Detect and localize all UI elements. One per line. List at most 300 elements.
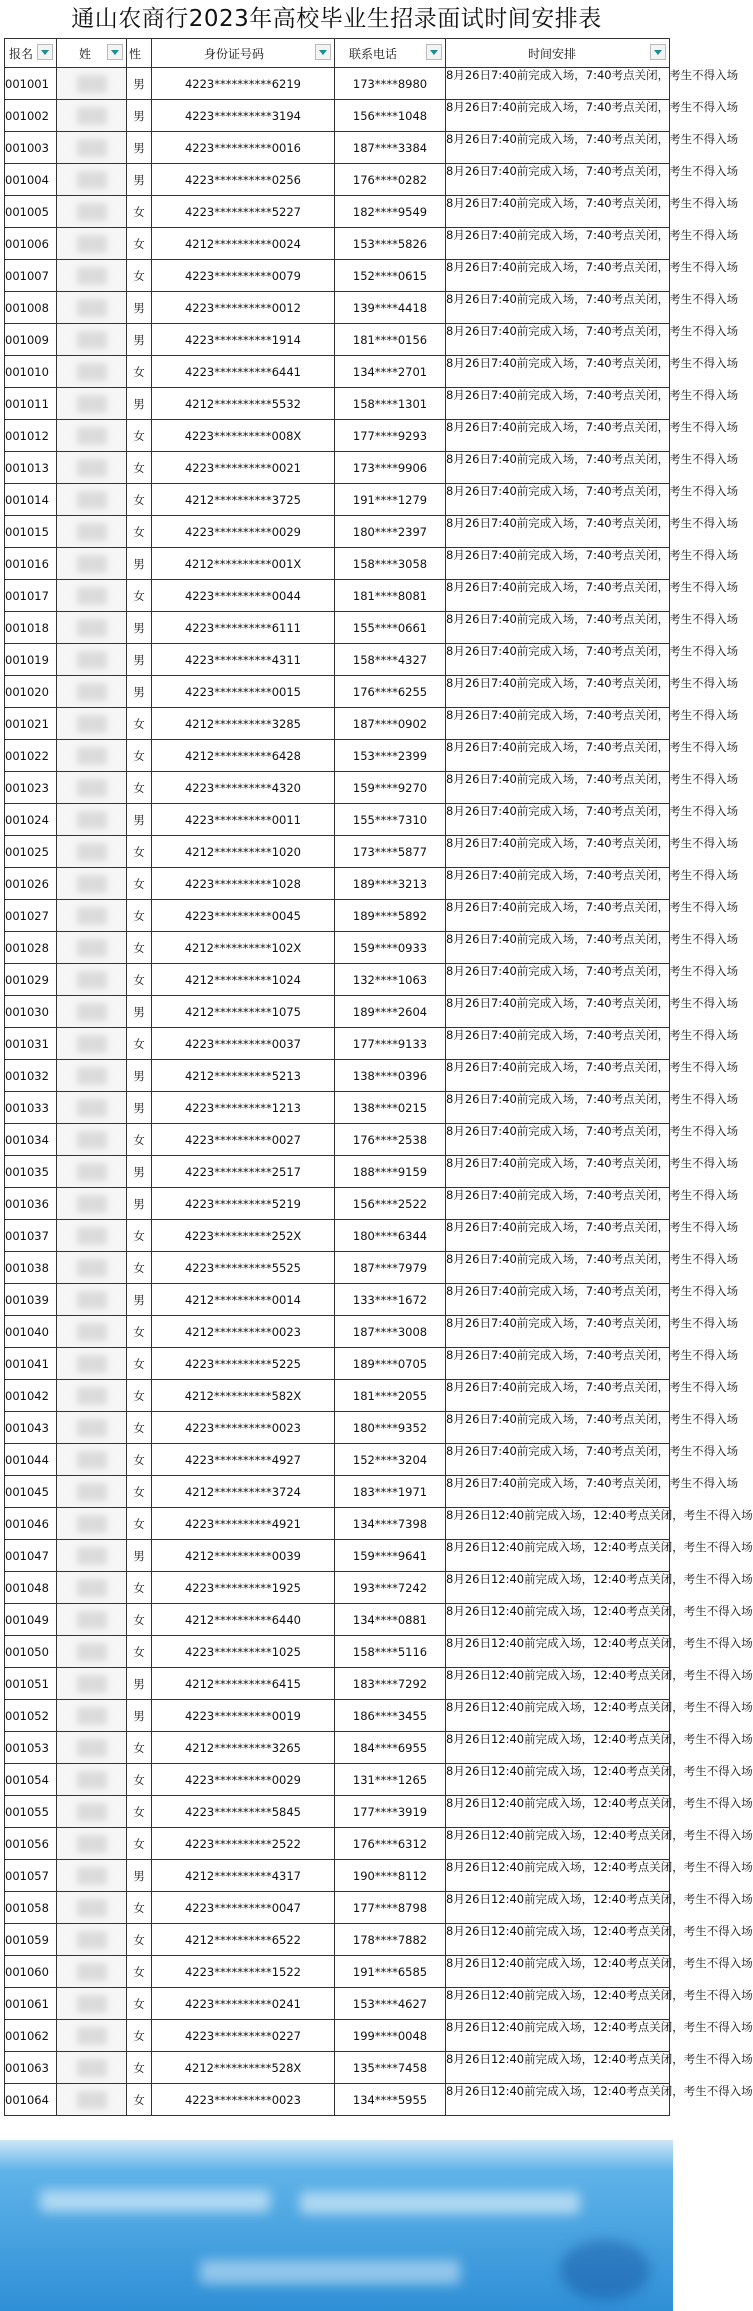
cell-time: 8月26日7:40前完成入场，7:40考点关闭，考生不得入场 [446, 932, 670, 964]
cell-idcard: 4212**********6428 [152, 740, 335, 772]
cell-idcard: 4223**********0023 [152, 1412, 335, 1444]
table-row [5, 1092, 670, 1124]
redacted-name [77, 779, 107, 797]
cell-phone: 181****2055 [335, 1380, 446, 1412]
redacted-name [77, 1835, 107, 1853]
cell-gender: 女 [127, 1412, 152, 1444]
cell-gender: 男 [127, 612, 152, 644]
cell-name-redacted [57, 1412, 127, 1444]
redacted-name [77, 1867, 107, 1885]
cell-time: 8月26日7:40前完成入场，7:40考点关闭，考生不得入场 [446, 772, 670, 804]
redacted-name [77, 139, 107, 157]
cell-time: 8月26日7:40前完成入场，7:40考点关闭，考生不得入场 [446, 964, 670, 996]
filter-dropdown-icon[interactable] [37, 44, 53, 60]
cell-name-redacted [57, 164, 127, 196]
cell-phone: 156****1048 [335, 100, 446, 132]
table-row [5, 1444, 670, 1476]
cell-time: 8月26日7:40前完成入场，7:40考点关闭，考生不得入场 [446, 68, 670, 100]
cell-phone: 153****5826 [335, 228, 446, 260]
blurred-text [200, 2260, 460, 2284]
cell-idcard: 4223**********0023 [152, 2084, 335, 2116]
redacted-name [77, 1547, 107, 1565]
table-row [5, 772, 670, 804]
table-row [5, 804, 670, 836]
cell-time: 8月26日7:40前完成入场，7:40考点关闭，考生不得入场 [446, 612, 670, 644]
cell-time: 8月26日12:40前完成入场，12:40考点关闭，考生不得入场 [446, 1764, 670, 1796]
cell-phone: 155****7310 [335, 804, 446, 836]
cell-time: 8月26日12:40前完成入场，12:40考点关闭，考生不得入场 [446, 1956, 670, 1988]
cell-name-redacted [57, 100, 127, 132]
cell-name-redacted [57, 2020, 127, 2052]
cell-gender: 女 [127, 2084, 152, 2116]
cell-gender: 女 [127, 868, 152, 900]
cell-gender: 女 [127, 1348, 152, 1380]
cell-gender: 女 [127, 964, 152, 996]
cell-time: 8月26日7:40前完成入场，7:40考点关闭，考生不得入场 [446, 1028, 670, 1060]
cell-name-redacted [57, 516, 127, 548]
cell-name-redacted [57, 356, 127, 388]
cell-time: 8月26日7:40前完成入场，7:40考点关闭，考生不得入场 [446, 548, 670, 580]
cell-time: 8月26日7:40前完成入场，7:40考点关闭，考生不得入场 [446, 1316, 670, 1348]
cell-phone: 131****1265 [335, 1764, 446, 1796]
redacted-name [77, 2027, 107, 2045]
cell-idcard: 4223**********0029 [152, 1764, 335, 1796]
cell-id: 001053 [5, 1732, 57, 1764]
redacted-name [77, 1419, 107, 1437]
cell-phone: 189****5892 [335, 900, 446, 932]
cell-time: 8月26日7:40前完成入场，7:40考点关闭，考生不得入场 [446, 1412, 670, 1444]
cell-idcard: 4223**********0227 [152, 2020, 335, 2052]
table-row [5, 676, 670, 708]
cell-time: 8月26日7:40前完成入场，7:40考点关闭，考生不得入场 [446, 356, 670, 388]
cell-idcard: 4212**********3265 [152, 1732, 335, 1764]
cell-phone: 153****2399 [335, 740, 446, 772]
cell-id: 001045 [5, 1476, 57, 1508]
cell-phone: 132****1063 [335, 964, 446, 996]
redacted-name [77, 1899, 107, 1917]
cell-name-redacted [57, 1220, 127, 1252]
cell-idcard: 4223**********5225 [152, 1348, 335, 1380]
cell-phone: 134****2701 [335, 356, 446, 388]
cell-id: 001019 [5, 644, 57, 676]
cell-time: 8月26日7:40前完成入场，7:40考点关闭，考生不得入场 [446, 1380, 670, 1412]
table-row [5, 548, 670, 580]
cell-idcard: 4212**********3724 [152, 1476, 335, 1508]
cell-gender: 女 [127, 516, 152, 548]
cell-phone: 180****9352 [335, 1412, 446, 1444]
redacted-name [77, 395, 107, 413]
filter-dropdown-icon[interactable] [650, 44, 666, 60]
cell-phone: 177****9133 [335, 1028, 446, 1060]
table-row [5, 580, 670, 612]
redacted-name [77, 75, 107, 93]
cell-idcard: 4223**********5525 [152, 1252, 335, 1284]
filter-dropdown-icon[interactable] [426, 44, 442, 60]
cell-id: 001060 [5, 1956, 57, 1988]
cell-phone: 187****0902 [335, 708, 446, 740]
cell-time: 8月26日7:40前完成入场，7:40考点关闭，考生不得入场 [446, 516, 670, 548]
table-row [5, 2052, 670, 2084]
cell-id: 001023 [5, 772, 57, 804]
cell-id: 001004 [5, 164, 57, 196]
cell-id: 001015 [5, 516, 57, 548]
cell-time: 8月26日12:40前完成入场，12:40考点关闭，考生不得入场 [446, 1988, 670, 2020]
cell-time: 8月26日7:40前完成入场，7:40考点关闭，考生不得入场 [446, 260, 670, 292]
table-row [5, 1700, 670, 1732]
redacted-name [77, 747, 107, 765]
cell-idcard: 4223**********0029 [152, 516, 335, 548]
table-row [5, 1572, 670, 1604]
cell-id: 001054 [5, 1764, 57, 1796]
cell-time: 8月26日12:40前完成入场，12:40考点关闭，考生不得入场 [446, 2084, 670, 2116]
redacted-name [77, 235, 107, 253]
cell-phone: 138****0396 [335, 1060, 446, 1092]
cell-time: 8月26日7:40前完成入场，7:40考点关闭，考生不得入场 [446, 164, 670, 196]
table-row [5, 836, 670, 868]
cell-name-redacted [57, 1060, 127, 1092]
cell-idcard: 4212**********6440 [152, 1604, 335, 1636]
redacted-name [77, 587, 107, 605]
cell-id: 001051 [5, 1668, 57, 1700]
cell-time: 8月26日12:40前完成入场，12:40考点关闭，考生不得入场 [446, 2052, 670, 2084]
redacted-name [77, 1483, 107, 1501]
cell-idcard: 4223**********1522 [152, 1956, 335, 1988]
cell-name-redacted [57, 868, 127, 900]
cell-phone: 189****2604 [335, 996, 446, 1028]
redacted-name [77, 555, 107, 573]
cell-name-redacted [57, 1252, 127, 1284]
redacted-name [77, 491, 107, 509]
cell-phone: 159****9270 [335, 772, 446, 804]
redacted-name [77, 907, 107, 925]
redacted-name [77, 1387, 107, 1405]
header-time: 时间安排 [446, 39, 670, 68]
cell-time: 8月26日12:40前完成入场，12:40考点关闭，考生不得入场 [446, 1636, 670, 1668]
cell-phone: 177****8798 [335, 1892, 446, 1924]
cell-gender: 男 [127, 1700, 152, 1732]
cell-name-redacted [57, 132, 127, 164]
filter-dropdown-icon[interactable] [107, 44, 123, 60]
cell-id: 001009 [5, 324, 57, 356]
cell-phone: 178****7882 [335, 1924, 446, 1956]
cell-gender: 男 [127, 1060, 152, 1092]
cell-time: 8月26日7:40前完成入场，7:40考点关闭，考生不得入场 [446, 868, 670, 900]
cell-gender: 男 [127, 1156, 152, 1188]
table-row [5, 196, 670, 228]
redacted-name [77, 939, 107, 957]
cell-gender: 女 [127, 708, 152, 740]
redacted-name [77, 267, 107, 285]
cell-gender: 女 [127, 932, 152, 964]
cell-gender: 男 [127, 164, 152, 196]
cell-phone: 139****4418 [335, 292, 446, 324]
cell-name-redacted [57, 68, 127, 100]
cell-name-redacted [57, 1028, 127, 1060]
cell-id: 001024 [5, 804, 57, 836]
cell-id: 001062 [5, 2020, 57, 2052]
cell-gender: 男 [127, 996, 152, 1028]
cell-time: 8月26日7:40前完成入场，7:40考点关闭，考生不得入场 [446, 740, 670, 772]
cell-time: 8月26日7:40前完成入场，7:40考点关闭，考生不得入场 [446, 324, 670, 356]
cell-gender: 女 [127, 1444, 152, 1476]
cell-gender: 女 [127, 580, 152, 612]
cell-name-redacted [57, 1636, 127, 1668]
redacted-name [77, 1195, 107, 1213]
cell-gender: 男 [127, 804, 152, 836]
cell-time: 8月26日7:40前完成入场，7:40考点关闭，考生不得入场 [446, 676, 670, 708]
cell-name-redacted [57, 196, 127, 228]
cell-phone: 153****4627 [335, 1988, 446, 2020]
cell-gender: 女 [127, 772, 152, 804]
table-row [5, 1860, 670, 1892]
cell-phone: 173****9906 [335, 452, 446, 484]
redacted-name [77, 1995, 107, 2013]
cell-id: 001018 [5, 612, 57, 644]
cell-phone: 133****1672 [335, 1284, 446, 1316]
cell-phone: 176****0282 [335, 164, 446, 196]
header-row [5, 39, 670, 68]
cell-time: 8月26日7:40前完成入场，7:40考点关闭，考生不得入场 [446, 804, 670, 836]
cell-gender: 男 [127, 1284, 152, 1316]
cell-idcard: 4223**********1028 [152, 868, 335, 900]
table-row [5, 1764, 670, 1796]
cell-name-redacted [57, 1444, 127, 1476]
cell-name-redacted [57, 484, 127, 516]
cell-gender: 女 [127, 1636, 152, 1668]
cell-id: 001006 [5, 228, 57, 260]
cell-gender: 女 [127, 420, 152, 452]
cell-gender: 女 [127, 196, 152, 228]
cell-name-redacted [57, 420, 127, 452]
filter-dropdown-icon[interactable] [315, 44, 331, 60]
redacted-name [77, 1067, 107, 1085]
table-row [5, 388, 670, 420]
cell-gender: 女 [127, 1572, 152, 1604]
cell-idcard: 4223**********0019 [152, 1700, 335, 1732]
cell-id: 001036 [5, 1188, 57, 1220]
cell-id: 001059 [5, 1924, 57, 1956]
cell-idcard: 4223**********5845 [152, 1796, 335, 1828]
header-id: 报名 [5, 39, 57, 68]
table-row [5, 1956, 670, 1988]
cell-phone: 134****0881 [335, 1604, 446, 1636]
cell-time: 8月26日7:40前完成入场，7:40考点关闭，考生不得入场 [446, 644, 670, 676]
cell-phone: 173****8980 [335, 68, 446, 100]
table-row [5, 452, 670, 484]
cell-time: 8月26日7:40前完成入场，7:40考点关闭，考生不得入场 [446, 1252, 670, 1284]
cell-name-redacted [57, 1124, 127, 1156]
table-row [5, 996, 670, 1028]
table-row [5, 1508, 670, 1540]
cell-phone: 176****6255 [335, 676, 446, 708]
cell-idcard: 4212**********0039 [152, 1540, 335, 1572]
cell-id: 001025 [5, 836, 57, 868]
table-row [5, 68, 670, 100]
cell-gender: 女 [127, 1924, 152, 1956]
cell-gender: 女 [127, 228, 152, 260]
cell-idcard: 4212**********6415 [152, 1668, 335, 1700]
cell-name-redacted [57, 1604, 127, 1636]
cell-name-redacted [57, 1892, 127, 1924]
table-row [5, 324, 670, 356]
redacted-name [77, 427, 107, 445]
cell-name-redacted [57, 1476, 127, 1508]
cell-gender: 女 [127, 1892, 152, 1924]
redacted-name [77, 363, 107, 381]
cell-name-redacted [57, 900, 127, 932]
cell-gender: 男 [127, 548, 152, 580]
cell-time: 8月26日12:40前完成入场，12:40考点关闭，考生不得入场 [446, 1668, 670, 1700]
cell-name-redacted [57, 1860, 127, 1892]
cell-gender: 女 [127, 1220, 152, 1252]
cell-phone: 180****2397 [335, 516, 446, 548]
cell-idcard: 4212**********0024 [152, 228, 335, 260]
cell-gender: 男 [127, 1668, 152, 1700]
table-row [5, 644, 670, 676]
cell-phone: 189****3213 [335, 868, 446, 900]
cell-time: 8月26日7:40前完成入场，7:40考点关闭，考生不得入场 [446, 580, 670, 612]
cell-id: 001001 [5, 68, 57, 100]
table-row [5, 1124, 670, 1156]
table-row [5, 1316, 670, 1348]
redacted-name [77, 619, 107, 637]
cell-gender: 女 [127, 1316, 152, 1348]
redacted-name [77, 203, 107, 221]
cell-id: 001037 [5, 1220, 57, 1252]
table-row [5, 100, 670, 132]
cell-name-redacted [57, 772, 127, 804]
cell-idcard: 4223**********6441 [152, 356, 335, 388]
cell-phone: 193****7242 [335, 1572, 446, 1604]
cell-name-redacted [57, 1796, 127, 1828]
redacted-name [77, 1131, 107, 1149]
cell-gender: 男 [127, 1540, 152, 1572]
cell-idcard: 4223**********0027 [152, 1124, 335, 1156]
redacted-name [77, 299, 107, 317]
cell-name-redacted [57, 836, 127, 868]
header-name: 姓 [57, 39, 127, 68]
cell-name-redacted [57, 740, 127, 772]
cell-name-redacted [57, 644, 127, 676]
cell-time: 8月26日12:40前完成入场，12:40考点关闭，考生不得入场 [446, 1732, 670, 1764]
table-row [5, 1412, 670, 1444]
cell-id: 001010 [5, 356, 57, 388]
cell-idcard: 4212**********3285 [152, 708, 335, 740]
cell-id: 001046 [5, 1508, 57, 1540]
cell-idcard: 4223**********0037 [152, 1028, 335, 1060]
cell-phone: 181****0156 [335, 324, 446, 356]
table-row [5, 932, 670, 964]
cell-time: 8月26日7:40前完成入场，7:40考点关闭，考生不得入场 [446, 1284, 670, 1316]
redacted-name [77, 1963, 107, 1981]
cell-time: 8月26日12:40前完成入场，12:40考点关闭，考生不得入场 [446, 1700, 670, 1732]
redacted-name [77, 1803, 107, 1821]
cell-id: 001031 [5, 1028, 57, 1060]
table-row [5, 1348, 670, 1380]
redacted-name [77, 1579, 107, 1597]
cell-name-redacted [57, 452, 127, 484]
cell-time: 8月26日7:40前完成入场，7:40考点关闭，考生不得入场 [446, 1476, 670, 1508]
cell-phone: 186****3455 [335, 1700, 446, 1732]
redacted-name [77, 875, 107, 893]
redacted-name [77, 107, 107, 125]
cell-gender: 男 [127, 324, 152, 356]
cell-idcard: 4223**********1213 [152, 1092, 335, 1124]
cell-phone: 199****0048 [335, 2020, 446, 2052]
cell-phone: 158****3058 [335, 548, 446, 580]
cell-idcard: 4212**********5213 [152, 1060, 335, 1092]
cell-gender: 男 [127, 100, 152, 132]
redacted-name [77, 1355, 107, 1373]
redacted-name [77, 1291, 107, 1309]
cell-id: 001026 [5, 868, 57, 900]
redacted-name [77, 1739, 107, 1757]
cell-gender: 男 [127, 644, 152, 676]
cell-id: 001052 [5, 1700, 57, 1732]
cell-idcard: 4223**********0256 [152, 164, 335, 196]
table-body [5, 68, 753, 2116]
table-row [5, 1060, 670, 1092]
cell-phone: 190****8112 [335, 1860, 446, 1892]
cell-id: 001039 [5, 1284, 57, 1316]
cell-name-redacted [57, 1348, 127, 1380]
schedule-table [4, 38, 753, 2116]
cell-gender: 女 [127, 260, 152, 292]
table-row [5, 1380, 670, 1412]
cell-idcard: 4223**********008X [152, 420, 335, 452]
table-row [5, 260, 670, 292]
cell-id: 001058 [5, 1892, 57, 1924]
cell-phone: 134****5955 [335, 2084, 446, 2116]
cell-idcard: 4212**********1020 [152, 836, 335, 868]
cell-idcard: 4223**********0241 [152, 1988, 335, 2020]
cell-idcard: 4223**********0045 [152, 900, 335, 932]
cell-gender: 女 [127, 1476, 152, 1508]
cell-phone: 176****2538 [335, 1124, 446, 1156]
cell-name-redacted [57, 1572, 127, 1604]
cell-name-redacted [57, 1284, 127, 1316]
redacted-name [77, 683, 107, 701]
cell-idcard: 4223**********0015 [152, 676, 335, 708]
cell-phone: 182****9549 [335, 196, 446, 228]
table-row [5, 1636, 670, 1668]
cell-name-redacted [57, 1668, 127, 1700]
cell-time: 8月26日12:40前完成入场，12:40考点关闭，考生不得入场 [446, 1508, 670, 1540]
cell-id: 001055 [5, 1796, 57, 1828]
cell-id: 001013 [5, 452, 57, 484]
table-row [5, 164, 670, 196]
cell-idcard: 4223**********4921 [152, 1508, 335, 1540]
cell-id: 001061 [5, 1988, 57, 2020]
redacted-name [77, 2059, 107, 2077]
redacted-name [77, 843, 107, 861]
cell-gender: 女 [127, 1124, 152, 1156]
cell-id: 001033 [5, 1092, 57, 1124]
cell-id: 001050 [5, 1636, 57, 1668]
redacted-name [77, 1771, 107, 1789]
cell-idcard: 4212**********582X [152, 1380, 335, 1412]
cell-time: 8月26日7:40前完成入场，7:40考点关闭，考生不得入场 [446, 1188, 670, 1220]
cell-id: 001022 [5, 740, 57, 772]
cell-gender: 男 [127, 1188, 152, 1220]
cell-gender: 男 [127, 1092, 152, 1124]
cell-name-redacted [57, 292, 127, 324]
redacted-name [77, 331, 107, 349]
table-row [5, 964, 670, 996]
cell-name-redacted [57, 1924, 127, 1956]
redacted-name [77, 1643, 107, 1661]
cell-phone: 159****0933 [335, 932, 446, 964]
